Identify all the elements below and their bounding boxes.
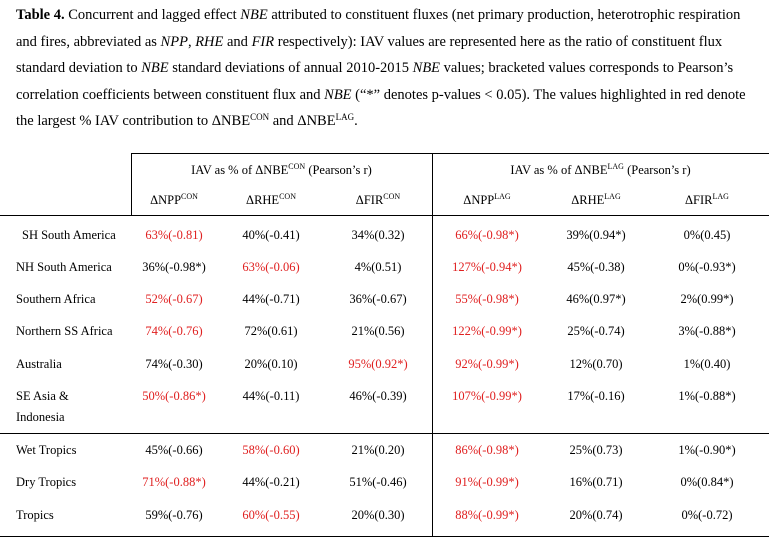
- table-cell: 1%(-0.88*): [678, 389, 736, 403]
- table-cell: 39%(0.94*): [566, 228, 626, 242]
- table-cell: 21%(0.20): [351, 443, 405, 457]
- table-cell: 40%(-0.41): [242, 228, 300, 242]
- group-header-text: IAV as % of ΔNBE: [191, 163, 289, 177]
- table-cell: 0%(-0.93*): [678, 260, 736, 274]
- caption-text: .: [354, 113, 358, 130]
- table-cell: 63%(-0.06): [242, 260, 300, 274]
- column-header-label: ΔFIR: [685, 193, 713, 207]
- column-header-sup: LAG: [604, 192, 621, 201]
- table-cell: 2%(0.99*): [680, 292, 734, 306]
- table-cell: 95%(0.92*): [348, 357, 408, 371]
- table-cell: 92%(-0.99*): [455, 357, 519, 371]
- group-header-lag: [432, 163, 769, 178]
- group-header-text: (Pearson’s r): [623, 163, 691, 177]
- column-header-sup: LAG: [494, 192, 511, 201]
- table-cell: 74%(-0.30): [145, 357, 203, 371]
- caption-superscript: LAG: [335, 112, 355, 123]
- table-cell: 52%(-0.67): [145, 292, 203, 306]
- table-cell: 20%(0.74): [569, 508, 623, 522]
- table-cell: 66%(-0.98*): [455, 228, 519, 242]
- caption-term: FIR: [251, 33, 275, 50]
- table-cell: 51%(-0.46): [349, 475, 407, 489]
- table-cell: 20%(0.30): [351, 508, 405, 522]
- table-cell: 86%(-0.98*): [455, 443, 519, 457]
- table-cell: 46%(0.97*): [566, 292, 626, 306]
- caption-superscript: CON: [250, 112, 270, 123]
- table-cell: 63%(-0.81): [145, 228, 203, 242]
- column-header-sup: LAG: [712, 192, 729, 201]
- group-header-sup: LAG: [607, 162, 624, 171]
- table-rule-bottom: [0, 536, 769, 537]
- table-cell: 107%(-0.99*): [452, 389, 522, 403]
- table-cell: 88%(-0.99*): [455, 508, 519, 522]
- table-cell: 72%(0.61): [244, 324, 298, 338]
- caption-term: NBE: [324, 86, 352, 103]
- table-cell: 16%(0.71): [569, 475, 623, 489]
- table-rule-group: [0, 433, 769, 434]
- column-header: [541, 193, 651, 208]
- column-header: [432, 193, 542, 208]
- caption-text: and: [269, 113, 298, 130]
- row-label: SE Asia &: [16, 389, 69, 403]
- table-cell: 71%(-0.88*): [142, 475, 206, 489]
- row-label: Wet Tropics: [16, 443, 77, 457]
- table-cell: 25%(0.73): [569, 443, 623, 457]
- row-label: Northern SS Africa: [16, 324, 113, 338]
- group-header-con: [131, 163, 432, 178]
- caption-text: (“*” denotes p-values < 0.05). The values highlighted in red denote the largest % IAV contribution to: [16, 86, 746, 130]
- table-caption: [16, 2, 756, 135]
- group-header-text: (Pearson’s r): [305, 163, 372, 177]
- column-header: [119, 193, 229, 208]
- table-cell: 0%(0.84*): [680, 475, 734, 489]
- table-cell: 20%(0.10): [244, 357, 298, 371]
- table-rule-header: [0, 215, 769, 216]
- caption-term: ΔNBE: [297, 113, 336, 130]
- table-cell: 44%(-0.71): [242, 292, 300, 306]
- caption-text: respectively): IAV values are represented here as the ratio of constituent flux standard deviation to: [16, 33, 723, 77]
- table-cell: 58%(-0.60): [242, 443, 300, 457]
- caption-term: NBE: [141, 60, 169, 77]
- table-cell: 12%(0.70): [569, 357, 623, 371]
- table-cell: 59%(-0.76): [145, 508, 203, 522]
- row-label: Dry Tropics: [16, 475, 77, 489]
- column-header: [216, 193, 326, 208]
- table-cell: 36%(-0.67): [349, 292, 407, 306]
- table-cell: 55%(-0.98*): [455, 292, 519, 306]
- row-label: NH South America: [16, 260, 112, 274]
- table-cell: 34%(0.32): [351, 228, 405, 242]
- group-header-sup: CON: [288, 162, 306, 171]
- column-header-label: ΔRHE: [571, 193, 605, 207]
- caption-term: NBE: [412, 60, 441, 77]
- table-cell: 50%(-0.86*): [142, 389, 206, 403]
- column-header-label: ΔNPP: [463, 193, 495, 207]
- column-header: [323, 193, 433, 208]
- table-rule-top: [131, 153, 769, 154]
- table-cell: 60%(-0.55): [242, 508, 300, 522]
- table-cell: 0%(0.45): [683, 228, 731, 242]
- caption-text: standard deviations of annual 2010-2015: [168, 60, 413, 77]
- table-cell: 46%(-0.39): [349, 389, 407, 403]
- group-header-text: IAV as % of ΔNBE: [510, 163, 608, 177]
- caption-label: Table 4.: [16, 7, 65, 23]
- caption-text: and: [223, 33, 252, 50]
- caption-term: NPP: [160, 33, 188, 50]
- column-header-label: ΔNPP: [150, 193, 182, 207]
- row-label: Southern Africa: [16, 292, 96, 306]
- table-cell: 1%(-0.90*): [678, 443, 736, 457]
- table-cell: 45%(-0.38): [567, 260, 625, 274]
- row-label: Australia: [16, 357, 62, 371]
- table-cell: 44%(-0.11): [242, 389, 300, 403]
- table-cell: 3%(-0.88*): [678, 324, 736, 338]
- table-cell: 122%(-0.99*): [452, 324, 522, 338]
- table-cell: 17%(-0.16): [567, 389, 625, 403]
- column-header-sup: CON: [181, 192, 198, 201]
- table-cell: 36%(-0.98*): [142, 260, 206, 274]
- row-label: Tropics: [16, 508, 54, 522]
- table-cell: 1%(0.40): [683, 357, 731, 371]
- column-header-sup: CON: [383, 192, 401, 201]
- table-cell: 25%(-0.74): [567, 324, 625, 338]
- caption-text: values; bracketed values corresponds to Pearson’s correlation coefficients between constituent flux and: [16, 60, 734, 103]
- caption-text: attributed to constituent fluxes (net primary production, heterotrophic respiration and fires, abbreviated as: [16, 7, 741, 50]
- table-cell: 45%(-0.66): [145, 443, 203, 457]
- column-header-sup: CON: [279, 192, 296, 201]
- caption-term: ΔNBE: [211, 113, 251, 130]
- table-cell: 0%(-0.72): [681, 508, 733, 522]
- table-cell: 74%(-0.76): [145, 324, 203, 338]
- row-label: SH South America: [22, 228, 116, 242]
- table-cell: 127%(-0.94*): [452, 260, 522, 274]
- caption-term: NBE: [240, 7, 268, 23]
- table-cell: 21%(0.56): [351, 324, 405, 338]
- row-label: Indonesia: [16, 410, 65, 424]
- caption-text: Concurrent and lagged effect: [64, 7, 241, 23]
- table-cell: 4%(0.51): [354, 260, 402, 274]
- column-header-label: ΔRHE: [246, 193, 280, 207]
- column-header: [652, 193, 762, 208]
- column-header-label: ΔFIR: [355, 193, 384, 207]
- caption-text: ,: [187, 33, 196, 50]
- table-cell: 91%(-0.99*): [455, 475, 519, 489]
- table-cell: 44%(-0.21): [242, 475, 300, 489]
- caption-term: RHE: [195, 33, 224, 50]
